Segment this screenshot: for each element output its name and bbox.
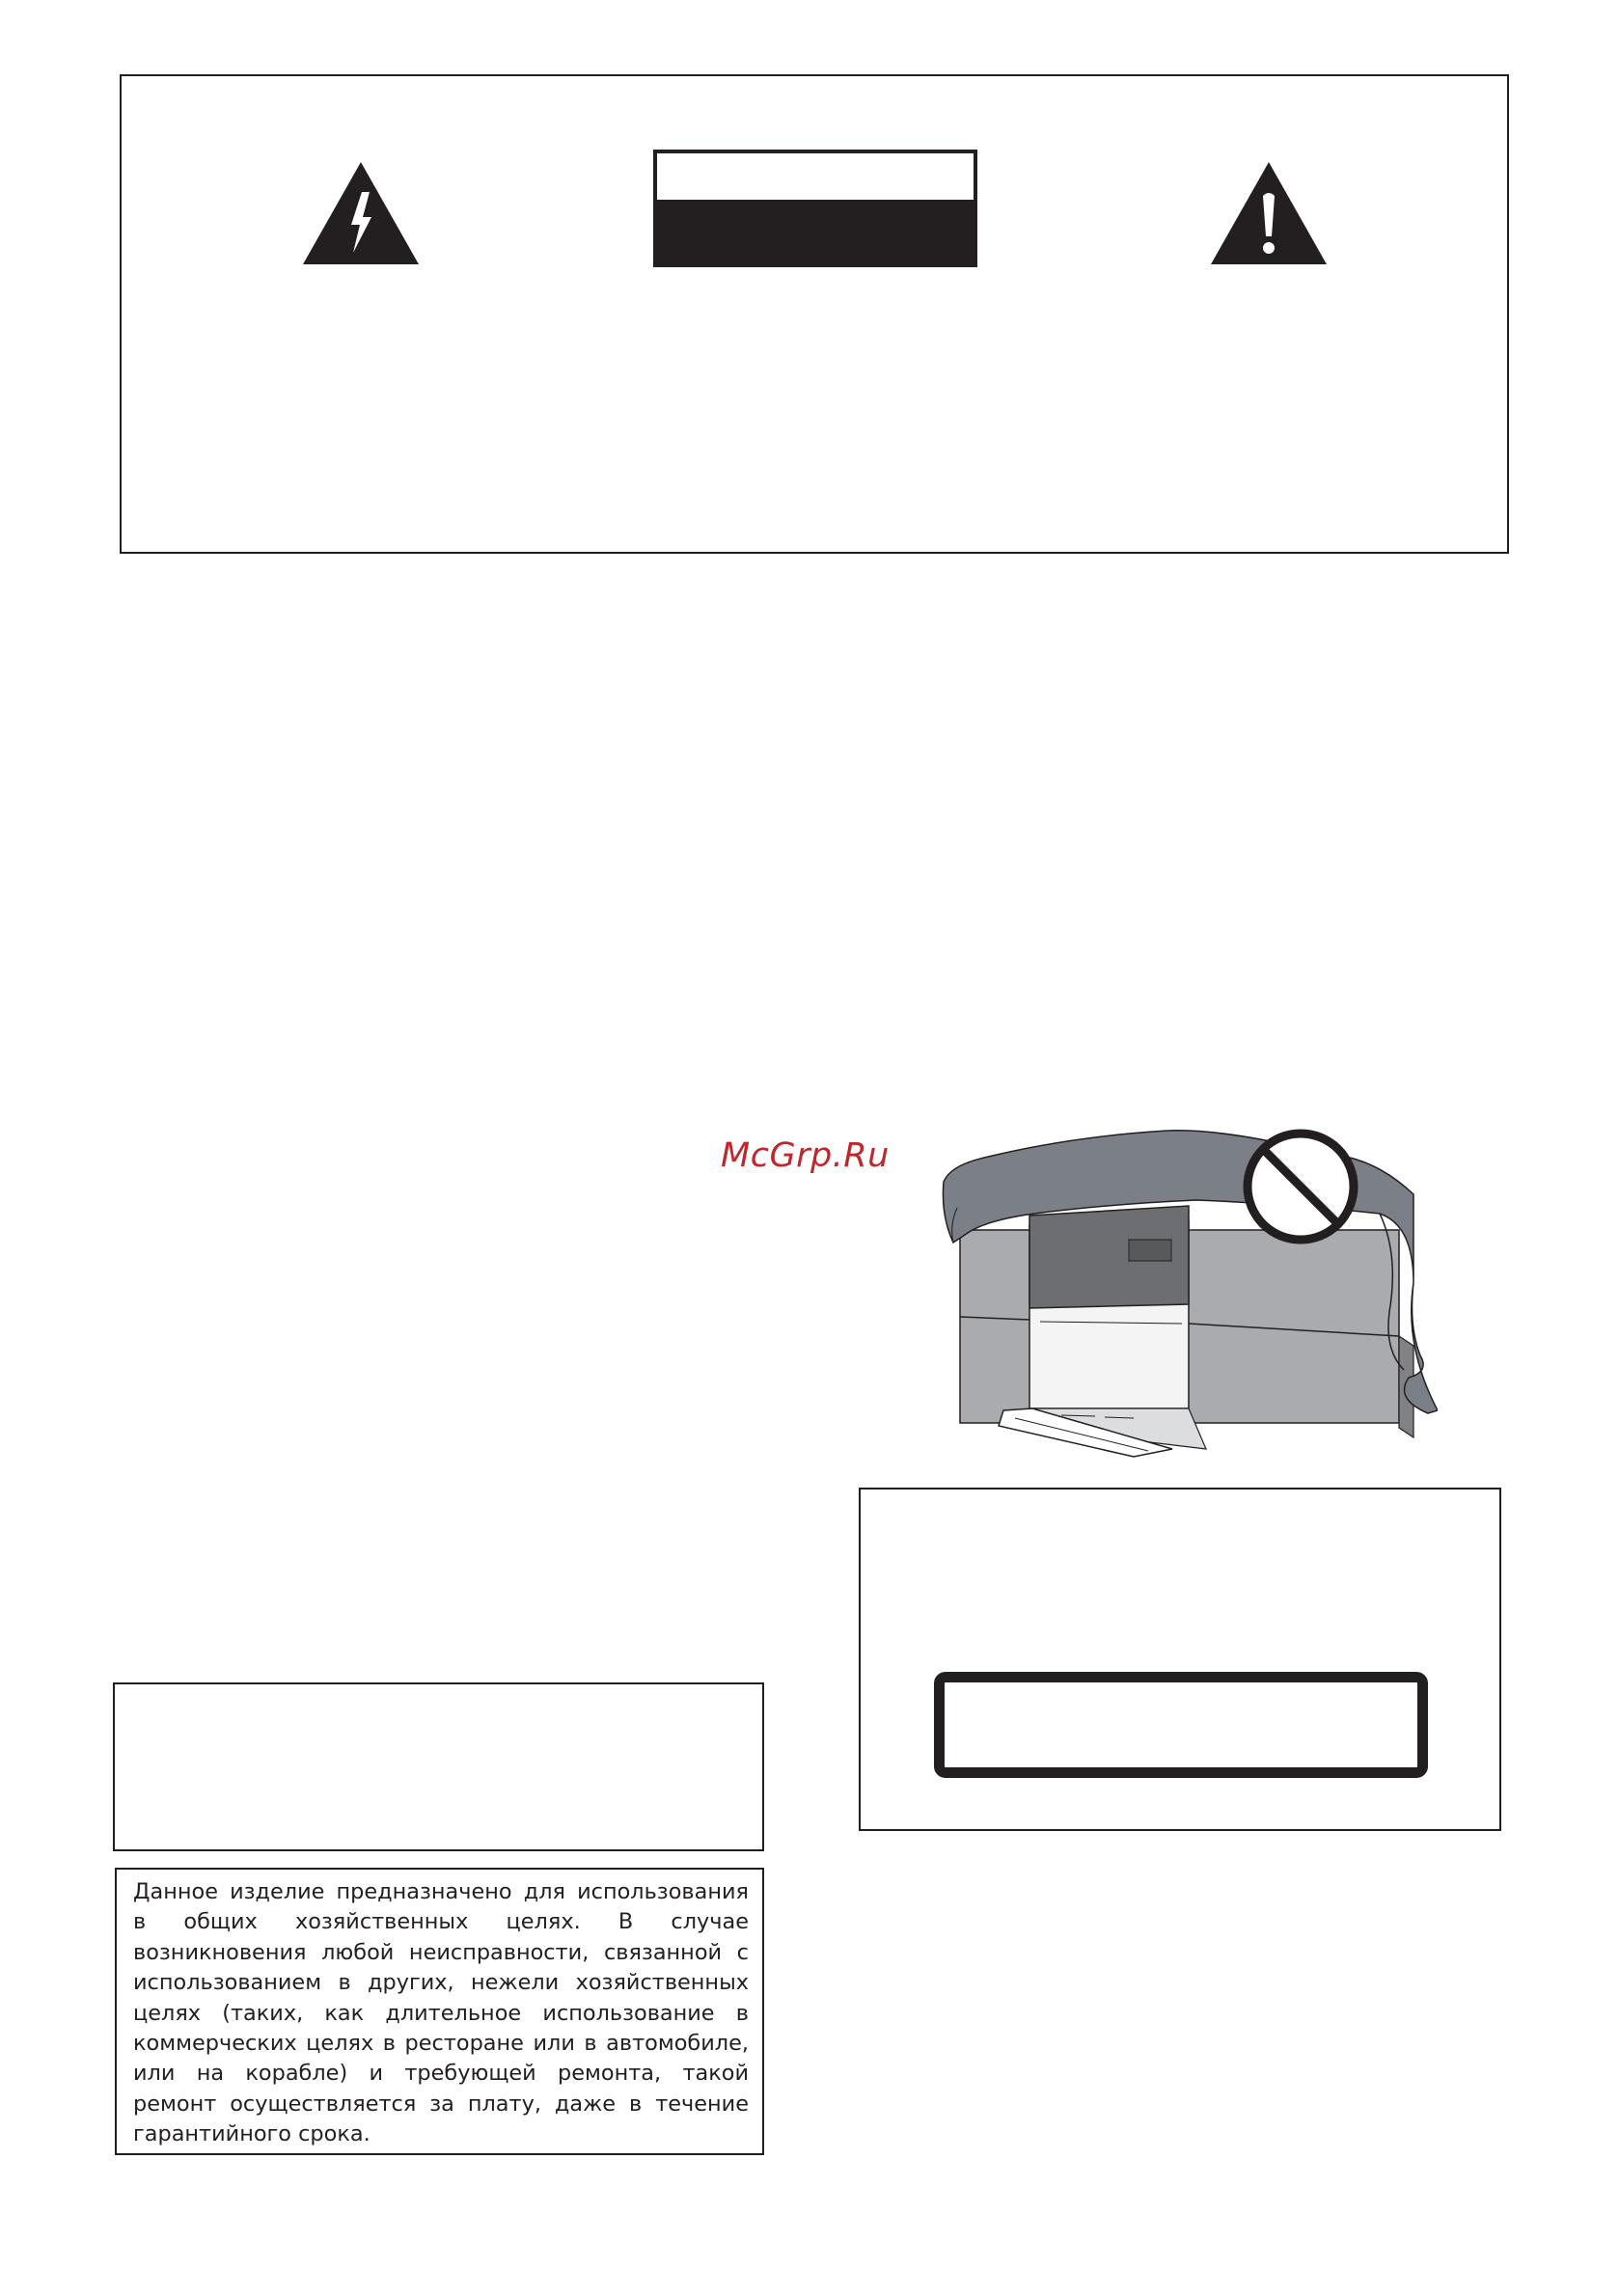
- caution-label-band: [657, 200, 974, 263]
- exclamation-warning-triangle-icon: [1208, 159, 1330, 267]
- warning-box: [120, 74, 1509, 554]
- left-info-box: [113, 1682, 764, 1851]
- watermark: McGrp.Ru: [721, 1136, 890, 1175]
- caution-label: [653, 150, 977, 267]
- framed-label: [934, 1672, 1428, 1778]
- right-info-box: [859, 1488, 1501, 1831]
- lightning-warning-triangle-icon: [300, 159, 422, 267]
- household-use-notice-text: Данное изделие предназначено для использования в общих хозяйственных целях. В случае возникновения любой неисправности, связанной с использованием в других, нежели хозяйственных целях (таких, как длительное использование в коммерческих целях в ресторане или в автомобиле, или на корабле) и требующей ремонта, такой ремонт осуществляется за плату, даже в течение гарантийного срока.: [133, 1879, 749, 2147]
- household-use-notice-box: [115, 1868, 764, 2155]
- covered-device-illustration: [926, 1119, 1438, 1476]
